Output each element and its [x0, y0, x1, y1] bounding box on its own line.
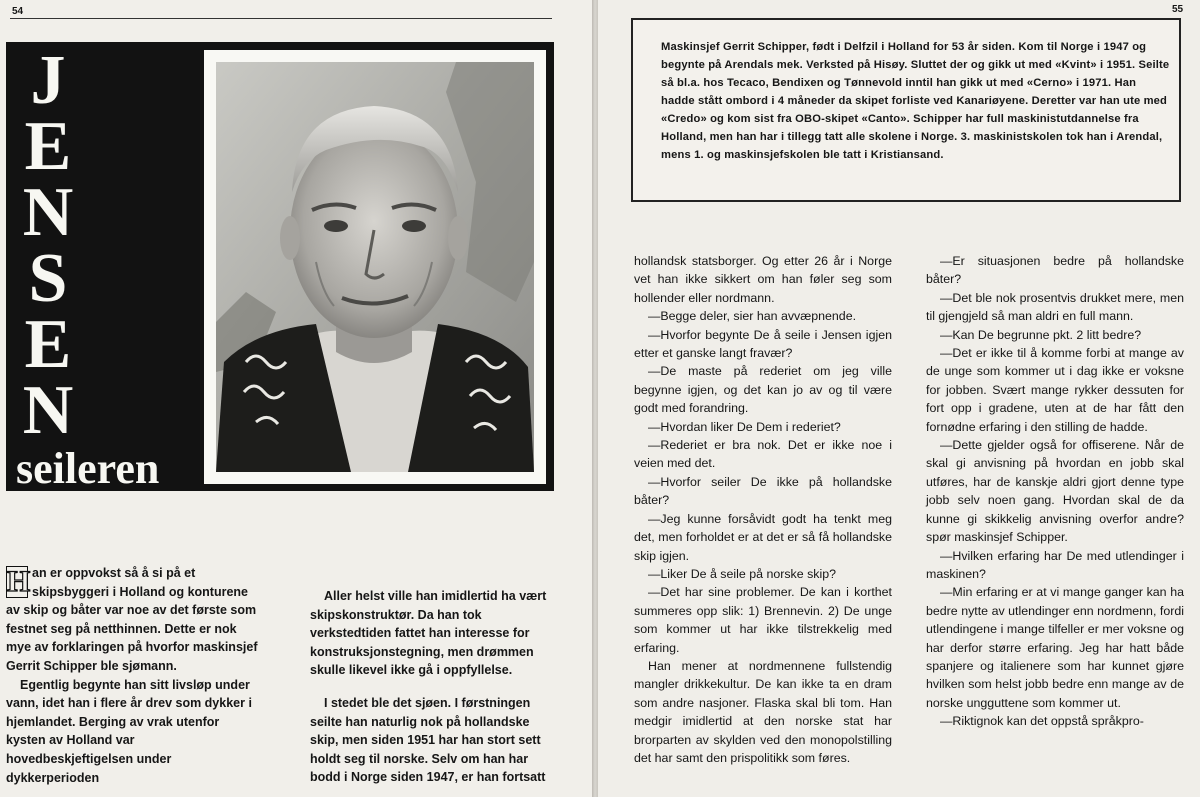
interview-paragraph: —Kan De begrunne pkt. 2 litt bedre?: [940, 327, 1142, 342]
title-letter: N: [22, 372, 74, 449]
title-letter: J: [30, 42, 66, 119]
top-rule: [10, 18, 552, 19]
interview-paragraph: —Dette gjelder også for offiserene. Når de skal gi anvisning på hvordan en jobb skal utføres, har de kanskje aldri gjort denne type jobb selv noen gang. Hvordan skal de da kunne gi skikkelig anvisning overfor andre? spør maskinsjef Schipper.: [926, 438, 1184, 545]
intro-text: an er oppvokst så å si på et skipsbyggeri i Holland og konturene av skip og båter var noe av det første som festnet seg på netthinnen. Dette er nok mye av forklaringen på hvorfor maskinsjef Gerrit Schipper ble sjømann.: [6, 566, 258, 673]
bio-box: [631, 18, 1181, 202]
interview-paragraph: —Hvorfor seiler De ikke på hollandske båter?: [634, 474, 892, 508]
interview-paragraph: —Rederiet er bra nok. Det er ikke noe i veien med det.: [634, 438, 892, 471]
interview-paragraph: —Det har sine problemer. De kan i korthet summeres opp slik: 1) Brennevin. 2) De unge som kommer ut har ikke tilstrekkelig med erfaring.: [634, 585, 892, 655]
left-page: [0, 0, 592, 797]
title-block: [6, 42, 554, 491]
title-subtitle: seileren: [16, 444, 160, 493]
right-page: [598, 0, 1200, 797]
page-number: 54: [12, 6, 24, 17]
interview-paragraph: —Jeg kunne forsåvidt godt ha tenkt meg det, men forholdet er at det er så få hollandske skip igjen.: [634, 511, 892, 563]
column2-paragraph-2: I stedet ble det sjøen. I førstningen seilte han naturlig nok på hollandske skip, men siden 1951 har han stort sett holdt seg til norske. Selv om han har bodd i Norge siden 1947, er han fortsatt: [310, 695, 546, 785]
intro-column-1: [6, 564, 262, 787]
intro-column-2: [310, 587, 548, 787]
interview-paragraph: —Det ble nok prosentvis drukket mere, men til gjengjeld så man aldri en full mann.: [926, 290, 1184, 324]
interview-column-1: [634, 252, 892, 767]
intro-paragraph: [6, 564, 262, 676]
interview-paragraph: —De maste på rederiet om jeg ville begynne igjen, og det kan jo av og til være godt med forandring.: [634, 364, 892, 416]
interview-paragraph: hollandsk statsborger. Og etter 26 år i Norge vet han ikke sikkert om han føler seg som hollender eller nordmann.: [634, 254, 892, 305]
interview-paragraph: Han mener at nordmennene fullstendig mangler drikkekultur. De kan ikke ta en dram som andre nasjoner. Flaska skal bli tom. Han medgir imidlertid at den norske stat har brorparten av skylden ved den monopolstilling det har samt den prispolitikk som føres.: [634, 658, 892, 765]
title-letter: E: [24, 108, 72, 185]
interview-paragraph: —Liker De å seile på norske skip?: [648, 566, 837, 581]
interview-paragraph: —Hvilken erfaring har De med utlendinger i maskinen?: [926, 548, 1184, 581]
column2-paragraph-1: Aller helst ville han imidlertid ha vært skipskonstruktør. Da han tok verkstedtiden fattet han interesse for konstruksjonstegning, men drømmen skulle likevel ikke gå i oppfyllelse.: [310, 589, 547, 678]
title-letter: E: [24, 306, 72, 383]
page-number: 55: [1172, 4, 1184, 15]
title-letter: N: [22, 174, 74, 251]
interview-paragraph: —Hvordan liker De Dem i rederiet?: [648, 419, 841, 434]
bio-text: Maskinsjef Gerrit Schipper, født i Delfzil i Holland for 53 år siden. Kom til Norge i 1947 og begynte på Arendals mek. Verksted på Hisøy. Sluttet der og gikk ut med «Kvint» i 1951. Seilte så bl.a. hos Tecaco, Bendixen og Tønnevold inntil han gikk ut med «Cerno» i 1971. Han hadde stått ombord i 4 måneder da skipet forliste ved Kanariøyene. Deretter var han ute med «Credo» og kom sist fra OBO-skipet «Canto». Schipper har full maskinistutdannelse fra Holland, men han har i tillegg tatt alle skolene i Norge. 3. maskinistskolen tok han i Arendal, mens 1. og maskinsjefskolen ble tatt i Kristiansand.: [661, 41, 1170, 161]
interview-paragraph: —Begge deler, sier han avvæpnende.: [648, 309, 857, 324]
interview-column-2: [926, 252, 1184, 731]
title-letter: S: [28, 240, 68, 317]
interview-paragraph: —Det er ikke til å komme forbi at mange av de unge som kommer ut i dag ikke er voksne for jobben. Svært mange rykker dessuten for fort opp i gradene, uten at de har fått den fornødne erfaring i den stilling de hadde.: [926, 346, 1184, 434]
portrait-photo: [216, 62, 534, 472]
interview-paragraph: —Min erfaring er at vi mange ganger kan ha bedre nytte av utlendinger enn nordmenn, fordi utlendingene i mange tilfeller er mer voksne og har derfor større erfaring. Jeg har hatt både spanjere og italienere som har kunnet gjøre hvilken som helst jobb bedre enn mange av de norske ungguttene som kommer ut.: [926, 585, 1184, 710]
title-letters: [18, 42, 78, 449]
interview-paragraph: —Er situasjonen bedre på hollandske båter?: [926, 254, 1184, 287]
interview-paragraph: —Riktignok kan det oppstå språkpro-: [940, 714, 1144, 729]
drop-cap: H: [7, 565, 31, 598]
portrait-photo-frame: [204, 50, 546, 484]
intro-paragraph-2: Egentlig begynte han sitt livsløp under vann, idet han i flere år drev som dykker i hjemlandet. Berging av vrak utenfor kysten av Holland var hovedbeskjeftigelsen under dykkerperioden: [6, 677, 252, 785]
interview-paragraph: —Hvorfor begynte De å seile i Jensen igjen etter et ganske langt fravær?: [634, 327, 892, 361]
